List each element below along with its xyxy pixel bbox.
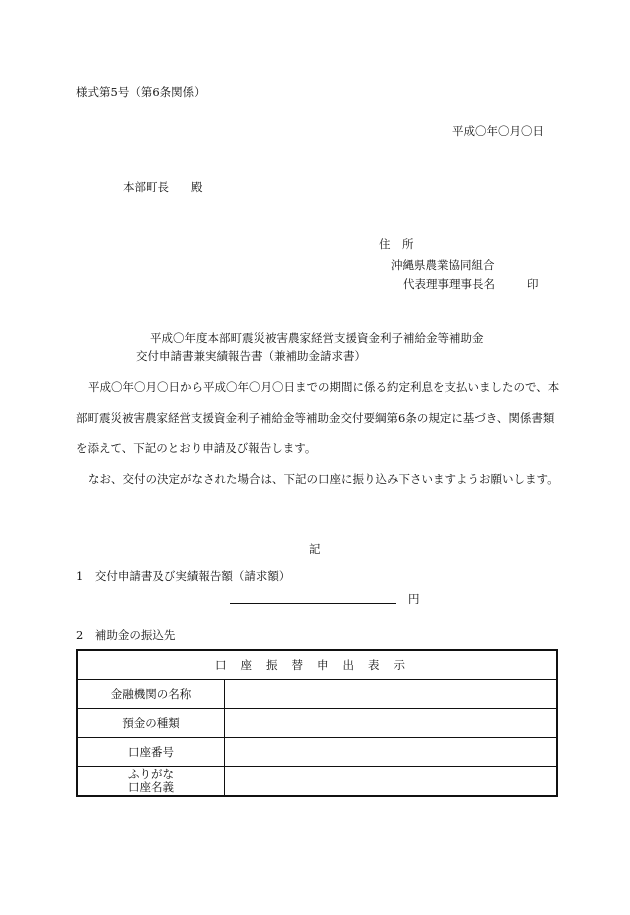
- table-row: [77, 709, 557, 738]
- amount-unit: 円: [408, 592, 420, 606]
- furigana-label: ふりがな: [128, 767, 174, 781]
- ki-heading: 記: [309, 542, 321, 556]
- document-title-line2: 交付申請書兼実績報告書（兼補助金請求書）: [136, 349, 366, 363]
- account-number-field[interactable]: [225, 738, 558, 767]
- document-date: 平成〇年〇月〇日: [452, 124, 544, 138]
- document-title-line1: 平成〇年度本部町震災被害農家経営支援資金利子補給金等補助金: [150, 331, 484, 345]
- account-holder-field[interactable]: [225, 767, 558, 797]
- bank-name-label: 金融機関の名称: [77, 680, 225, 709]
- deposit-type-field[interactable]: [225, 709, 558, 738]
- account-table-header: 口座振替申出表示: [77, 650, 557, 680]
- deposit-type-label: 預金の種類: [77, 709, 225, 738]
- addressee-name: 本部町長: [123, 180, 169, 194]
- addressee: [123, 179, 203, 195]
- organization-name: 沖縄県農業協同組合: [391, 258, 495, 272]
- table-row: [77, 738, 557, 767]
- account-holder-name-label: 口座名義: [128, 780, 174, 794]
- address-label: 住 所: [379, 237, 414, 251]
- account-holder-label: [77, 767, 225, 797]
- document-body: [76, 372, 560, 494]
- section-2-label: 2 補助金の振込先: [76, 628, 176, 642]
- account-number-label: 口座番号: [77, 738, 225, 767]
- bank-name-field[interactable]: [225, 680, 558, 709]
- account-transfer-table: [76, 649, 558, 797]
- section-1-label: 1 交付申請書及び実績報告額（請求額）: [76, 569, 291, 583]
- body-paragraph-1: 平成〇年〇月〇日から平成〇年〇月〇日までの期間に係る約定利息を支払いましたので、本部町震災被害農家経営支援資金利子補給金等補助金交付要綱第6条の規定に基づき、関係書類を添えて、下記のとおり申請及び報告します。: [76, 380, 560, 455]
- seal-mark: 印: [527, 277, 539, 291]
- representative-name: 代表理事理事長名: [403, 277, 495, 291]
- amount-field[interactable]: [230, 603, 396, 604]
- form-number: 様式第5号（第6条関係）: [76, 85, 206, 99]
- representative: [403, 276, 539, 292]
- table-row: [77, 767, 557, 797]
- addressee-honorific: 殿: [191, 180, 203, 194]
- table-row: [77, 680, 557, 709]
- body-paragraph-2: なお、交付の決定がなされた場合は、下記の口座に振り込み下さいますようお願いします。: [88, 471, 559, 486]
